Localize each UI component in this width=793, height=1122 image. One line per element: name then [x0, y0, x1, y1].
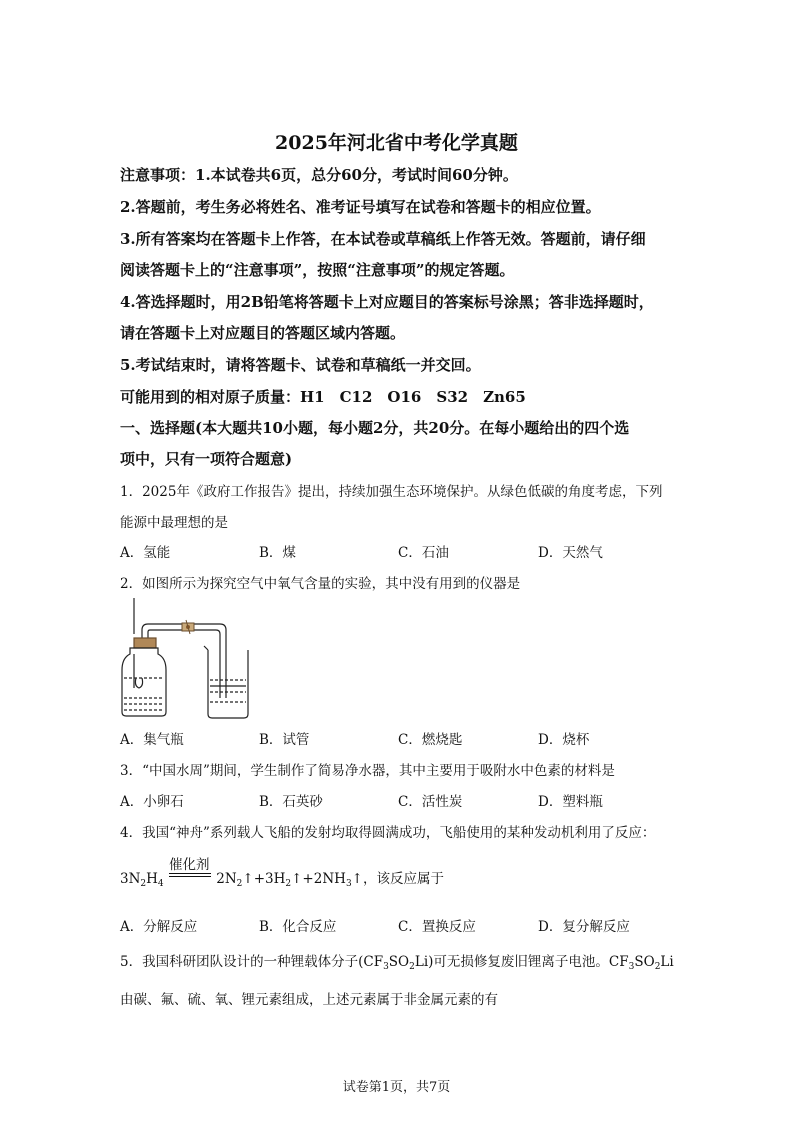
q2-stem: 2．如图所示为探究空气中氧气含量的实验，其中没有用到的仪器是 [120, 576, 521, 592]
q5-stem-1: 5．我国科研团队设计的一种锂载体分子$(CF_3SO_2Li)$可无损修复废旧锂离子电池。$CF_3SO_2Li$ [120, 954, 674, 972]
note-line-3: 3.所有答案均在答题卡上作答，在本试卷或草稿纸上作答无效。答题前，请仔细 [120, 230, 646, 248]
q4-option-c: C．置换反应 [398, 919, 476, 935]
q1-option-a: A．氢能 [120, 545, 171, 561]
eq-products: $2N_2↑+3H_2↑+2NH_3↑$，该反应属于 [216, 871, 444, 889]
q4-stem: 4．我国“神舟”系列载人飞船的发射均取得圆满成功，飞船使用的某种发动机利用了反应： [120, 825, 656, 841]
page-title: 2025年河北省中考化学真题 [275, 132, 518, 154]
q3-option-c: C．活性炭 [398, 794, 463, 810]
q1-option-d: D．天然气 [538, 545, 603, 561]
note-line-2: 2.答题前，考生务必将姓名、准考证号填写在试卷和答题卡的相应位置。 [120, 198, 601, 216]
q2-option-b: B．试管 [259, 732, 310, 748]
catalyst-label: 催化剂 [168, 857, 210, 873]
formula-cf3so2li-2: $CF_3SO_2Li$ [608, 954, 674, 972]
note-line-5: 4.答选择题时，用2B铅笔将答题卡上对应题目的答案标号涂黑；答非选择题时， [120, 293, 654, 311]
q1-stem-2: 能源中最理想的是 [120, 515, 228, 531]
formula-cf3so2li: $(CF_3SO_2Li)$ [358, 954, 434, 972]
note-line-7: 5.考试结束时，请将答题卡、试卷和草稿纸一并交回。 [120, 356, 481, 374]
q4-option-a: A．分解反应 [120, 919, 198, 935]
note-line-4: 阅读答题卡上的“注意事项”，按照“注意事项”的规定答题。 [120, 261, 515, 279]
section-heading-1: 一、选择题(本大题共10小题，每小题2分，共20分。在每小题给出的四个选 [120, 419, 630, 437]
oxygen-experiment-figure [112, 594, 262, 724]
q4-equation [120, 857, 444, 889]
q2-option-c: C．燃烧匙 [398, 732, 463, 748]
reaction-condition [168, 857, 211, 883]
q2-option-a: A．集气瓶 [120, 732, 184, 748]
page-footer: 试卷第1页，共7页 [342, 1080, 451, 1095]
note-line-1: 注意事项：1.本试卷共6页，总分60分，考试时间60分钟。 [120, 166, 518, 184]
q4-option-d: D．复分解反应 [538, 919, 630, 935]
equal-sign [169, 873, 211, 877]
q4-option-b: B．化合反应 [259, 919, 337, 935]
atomic-mass-line: 可能用到的相对原子质量：H1 C12 O16 S32 Zn65 [120, 388, 526, 406]
q2-option-d: D．烧杯 [538, 732, 590, 748]
eq-reactant: $3N_2H_4$ [120, 871, 164, 889]
q3-stem: 3．“中国水周”期间，学生制作了简易净水器，其中主要用于吸附水中色素的材料是 [120, 763, 615, 779]
q3-option-a: A．小卵石 [120, 794, 184, 810]
q3-option-b: B．石英砂 [259, 794, 323, 810]
q1-option-c: C．石油 [398, 545, 449, 561]
q5-stem-2: 由碳、氟、硫、氧、锂元素组成，上述元素属于非金属元素的有 [120, 992, 498, 1008]
q1-option-b: B．煤 [259, 545, 296, 561]
note-line-6: 请在答题卡上对应题目的答题区域内答题。 [120, 324, 406, 342]
section-heading-2: 项中，只有一项符合题意) [120, 450, 293, 468]
q3-option-d: D．塑料瓶 [538, 794, 603, 810]
q1-stem-1: 1．2025年《政府工作报告》提出，持续加强生态环境保护。从绿色低碳的角度考虑，下列 [120, 484, 663, 500]
